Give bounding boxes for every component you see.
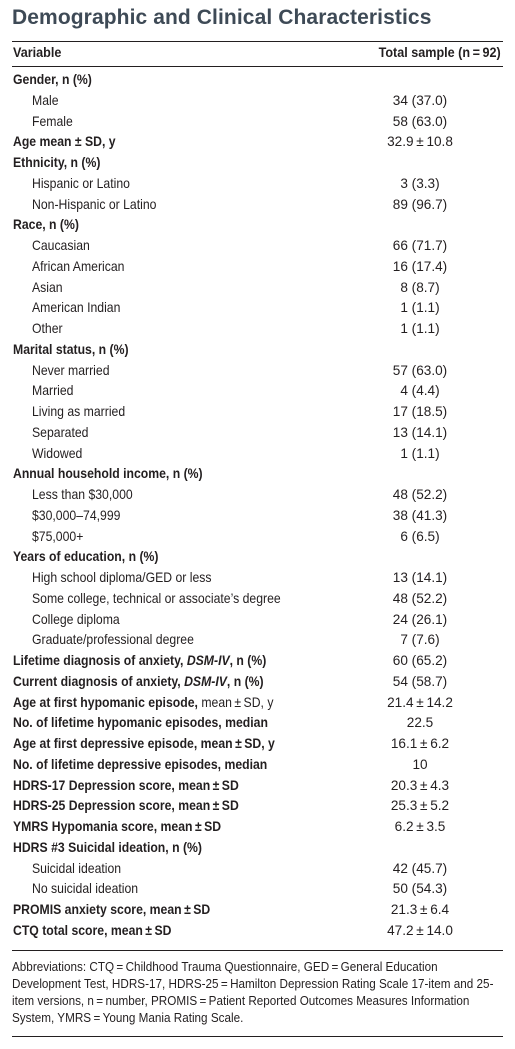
row-value: 47.2 ± 14.0 <box>387 922 453 938</box>
row-variable-label <box>13 134 116 149</box>
header-total-sample: Total sample (n = 92) <box>378 44 501 60</box>
row-label-text: No. of lifetime depressive episodes, median <box>13 756 268 772</box>
row-variable-label <box>13 902 210 917</box>
row-variable-label <box>13 819 221 834</box>
row-category-label <box>32 197 156 212</box>
row-label-text: Non-Hispanic or Latino <box>32 196 157 212</box>
row-label-italic: DSM-IV <box>186 653 230 668</box>
table-row <box>12 879 503 900</box>
row-value: 50 (54.3) <box>392 881 448 897</box>
table-row <box>12 713 503 734</box>
table-row <box>12 423 503 444</box>
row-category-label <box>32 612 120 627</box>
table-row <box>12 776 503 797</box>
row-label-text: Hispanic or Latino <box>32 175 130 191</box>
row-label-text: Marital status, n (%) <box>13 341 129 357</box>
row-value: 32.9 ± 10.8 <box>387 134 453 150</box>
row-value: 42 (45.7) <box>392 860 448 876</box>
table-row <box>12 340 503 361</box>
row-value: 58 (63.0) <box>392 113 448 129</box>
table-row <box>12 921 503 942</box>
row-value: 21.4 ± 14.2 <box>387 694 453 710</box>
table-row <box>12 132 503 153</box>
row-category-label <box>32 238 90 253</box>
row-value: 10 <box>412 756 428 772</box>
table-header <box>12 41 503 67</box>
row-value: 16.1 ± 6.2 <box>390 736 450 751</box>
row-variable-label <box>13 549 158 564</box>
table-row <box>12 672 503 693</box>
table-row <box>12 527 503 548</box>
table-row <box>12 174 503 195</box>
row-value: 13 (14.1) <box>392 424 448 440</box>
table-row <box>12 402 503 423</box>
table-title: Demographic and Clinical Characteristics <box>12 6 432 29</box>
row-category-label <box>32 363 110 378</box>
row-value: 1 (1.1) <box>400 445 440 461</box>
table-row <box>12 568 503 589</box>
row-variable-label <box>13 715 268 730</box>
row-label-text: Age mean ± SD, y <box>13 134 116 150</box>
table-bottom-rule <box>12 950 503 951</box>
row-category-label <box>32 881 138 896</box>
row-label-text: Female <box>32 113 73 129</box>
row-category-label <box>32 425 88 440</box>
table-row <box>12 112 503 133</box>
row-label-text: $30,000–74,999 <box>32 507 121 523</box>
row-label-text: College diploma <box>32 611 120 627</box>
row-category-label <box>32 508 120 523</box>
table-row <box>12 506 503 527</box>
table-row <box>12 838 503 859</box>
row-variable-label <box>13 653 266 668</box>
row-value: 60 (65.2) <box>392 653 448 668</box>
row-label-suffix: , n (%) <box>229 653 267 668</box>
row-category-label <box>32 93 59 108</box>
row-variable-label <box>13 674 264 689</box>
row-variable-label <box>13 840 202 855</box>
row-variable-label <box>13 798 239 813</box>
row-variable-label <box>13 757 267 772</box>
row-variable-label <box>13 736 275 751</box>
row-label-text: No. of lifetime hypomanic episodes, median <box>13 715 268 731</box>
row-value: 48 (52.2) <box>392 487 448 502</box>
row-label-text: HDRS-17 Depression score, mean ± SD <box>13 777 239 793</box>
row-label-text: YMRS Hypomania score, mean ± SD <box>13 819 222 834</box>
row-value: 57 (63.0) <box>392 362 448 378</box>
row-value: 38 (41.3) <box>392 507 448 523</box>
row-variable-label <box>13 923 171 938</box>
row-label-text: PROMIS anxiety score, mean ± SD <box>13 902 211 917</box>
table-row <box>12 547 503 568</box>
table-row <box>12 859 503 880</box>
table-row <box>12 195 503 216</box>
row-label-text: Gender, n (%) <box>13 72 92 87</box>
table-row <box>12 485 503 506</box>
table-row <box>12 630 503 651</box>
row-value: 25.3 ± 5.2 <box>390 798 450 814</box>
footnote <box>12 958 509 1026</box>
row-label-text: Suicidal ideation <box>32 860 122 876</box>
row-variable-label <box>13 217 79 232</box>
row-variable-label <box>13 778 239 793</box>
table-body <box>12 70 503 942</box>
table-row <box>12 796 503 817</box>
row-value: 17 (18.5) <box>392 404 448 419</box>
row-variable-label <box>13 466 203 481</box>
row-value: 20.3 ± 4.3 <box>390 777 450 793</box>
row-label-text: Race, n (%) <box>13 217 79 233</box>
row-value: 16 (17.4) <box>392 258 448 274</box>
row-value: 4 (4.4) <box>400 383 440 399</box>
row-label-text: Other <box>32 321 63 336</box>
table-row <box>12 610 503 631</box>
table-row <box>12 381 503 402</box>
table-row <box>12 257 503 278</box>
row-value: 21.3 ± 6.4 <box>390 902 450 917</box>
row-label-text: HDRS-25 Depression score, mean ± SD <box>13 798 239 814</box>
row-value: 3 (3.3) <box>400 175 440 191</box>
row-variable-label <box>13 695 273 710</box>
table-row <box>12 70 503 91</box>
row-label-suffix: , n (%) <box>226 673 264 689</box>
row-value: 34 (37.0) <box>392 92 448 108</box>
table-row <box>12 319 503 340</box>
table-row <box>12 651 503 672</box>
footnote-rule <box>12 1036 503 1037</box>
row-category-label <box>32 114 73 129</box>
row-value: 7 (7.6) <box>400 632 440 648</box>
table-row <box>12 693 503 714</box>
row-label-text: HDRS #3 Suicidal ideation, n (%) <box>13 839 202 855</box>
row-value: 6 (6.5) <box>400 528 440 544</box>
row-label-text: Ethnicity, n (%) <box>13 155 101 170</box>
row-label-text: CTQ total score, mean ± SD <box>13 922 172 938</box>
row-label-text: Separated <box>32 424 89 440</box>
row-variable-label <box>13 155 100 170</box>
row-label-text: Lifetime diagnosis of anxiety, <box>13 653 187 668</box>
row-category-label <box>32 529 83 544</box>
row-category-label <box>32 591 281 606</box>
table-row <box>12 755 503 776</box>
row-value: 54 (58.7) <box>392 673 448 689</box>
row-category-label <box>32 404 125 419</box>
table-row <box>12 464 503 485</box>
row-label-italic: DSM-IV <box>184 673 227 689</box>
row-category-label <box>32 321 63 336</box>
row-label-text: Annual household income, n (%) <box>13 466 203 482</box>
row-label-unit: mean ± SD, y <box>201 694 274 710</box>
row-label-text: Male <box>32 92 59 108</box>
row-category-label <box>32 861 121 876</box>
row-value: 8 (8.7) <box>400 279 440 295</box>
table-row <box>12 444 503 465</box>
header-variable: Variable <box>13 44 62 60</box>
row-label-text: African American <box>32 258 125 274</box>
row-label-text: Current diagnosis of anxiety, <box>13 673 185 689</box>
table-row <box>12 91 503 112</box>
row-category-label <box>32 300 120 315</box>
row-category-label <box>32 259 124 274</box>
table-row <box>12 817 503 838</box>
table-row <box>12 153 503 174</box>
row-value: 22.5 <box>406 715 434 731</box>
row-variable-label <box>13 342 129 357</box>
row-label-text: Age at first hypomanic episode, <box>13 694 202 710</box>
row-label-text: Living as married <box>32 404 126 419</box>
table-row <box>12 361 503 382</box>
row-value: 66 (71.7) <box>392 238 448 253</box>
row-value: 24 (26.1) <box>392 611 448 627</box>
table-row <box>12 734 503 755</box>
row-label-text: No suicidal ideation <box>32 881 139 897</box>
table-row <box>12 298 503 319</box>
row-label-text: Widowed <box>32 445 83 461</box>
table-row <box>12 589 503 610</box>
table-row <box>12 236 503 257</box>
row-value: 1 (1.1) <box>400 300 440 316</box>
row-value: 48 (52.2) <box>392 590 448 606</box>
row-category-label <box>32 280 63 295</box>
row-label-text: Less than $30,000 <box>32 487 133 502</box>
row-category-label <box>32 383 73 398</box>
table-row <box>12 278 503 299</box>
row-label-text: Asian <box>32 279 63 295</box>
row-label-text: Graduate/professional degree <box>32 632 194 648</box>
row-label-text: American Indian <box>32 300 121 316</box>
row-value: 6.2 ± 3.5 <box>394 819 446 834</box>
row-label-text: Caucasian <box>32 238 90 253</box>
row-category-label <box>32 570 212 585</box>
row-label-text: $75,000+ <box>32 528 84 544</box>
row-label-text: High school diploma/GED or less <box>32 570 212 585</box>
row-value: 89 (96.7) <box>392 196 448 212</box>
table-row <box>12 900 503 921</box>
row-category-label <box>32 487 133 502</box>
row-category-label <box>32 176 130 191</box>
row-value: 13 (14.1) <box>392 570 448 585</box>
row-category-label <box>32 446 82 461</box>
row-label-text: Some college, technical or associate’s degree <box>32 590 281 606</box>
table-row <box>12 215 503 236</box>
row-category-label <box>32 632 194 647</box>
row-label-text: Never married <box>32 362 110 378</box>
row-label-text: Years of education, n (%) <box>13 549 159 565</box>
row-label-text: Age at first depressive episode, mean ± SD, y <box>13 736 275 751</box>
row-value: 1 (1.1) <box>400 321 440 336</box>
row-variable-label <box>13 72 92 87</box>
row-label-text: Married <box>32 383 74 399</box>
footnote-text: Abbreviations: CTQ = Childhood Trauma Questionnaire, GED = General Education Development Test, HDRS-17, HDRS-25 = Hamilton Depression Rating Scale 17-item and 25-item versions, n = number, PROMIS = Patient Reported Outcomes Measures Information System, YMRS = Young Mania Rating Scale. <box>12 959 494 1025</box>
